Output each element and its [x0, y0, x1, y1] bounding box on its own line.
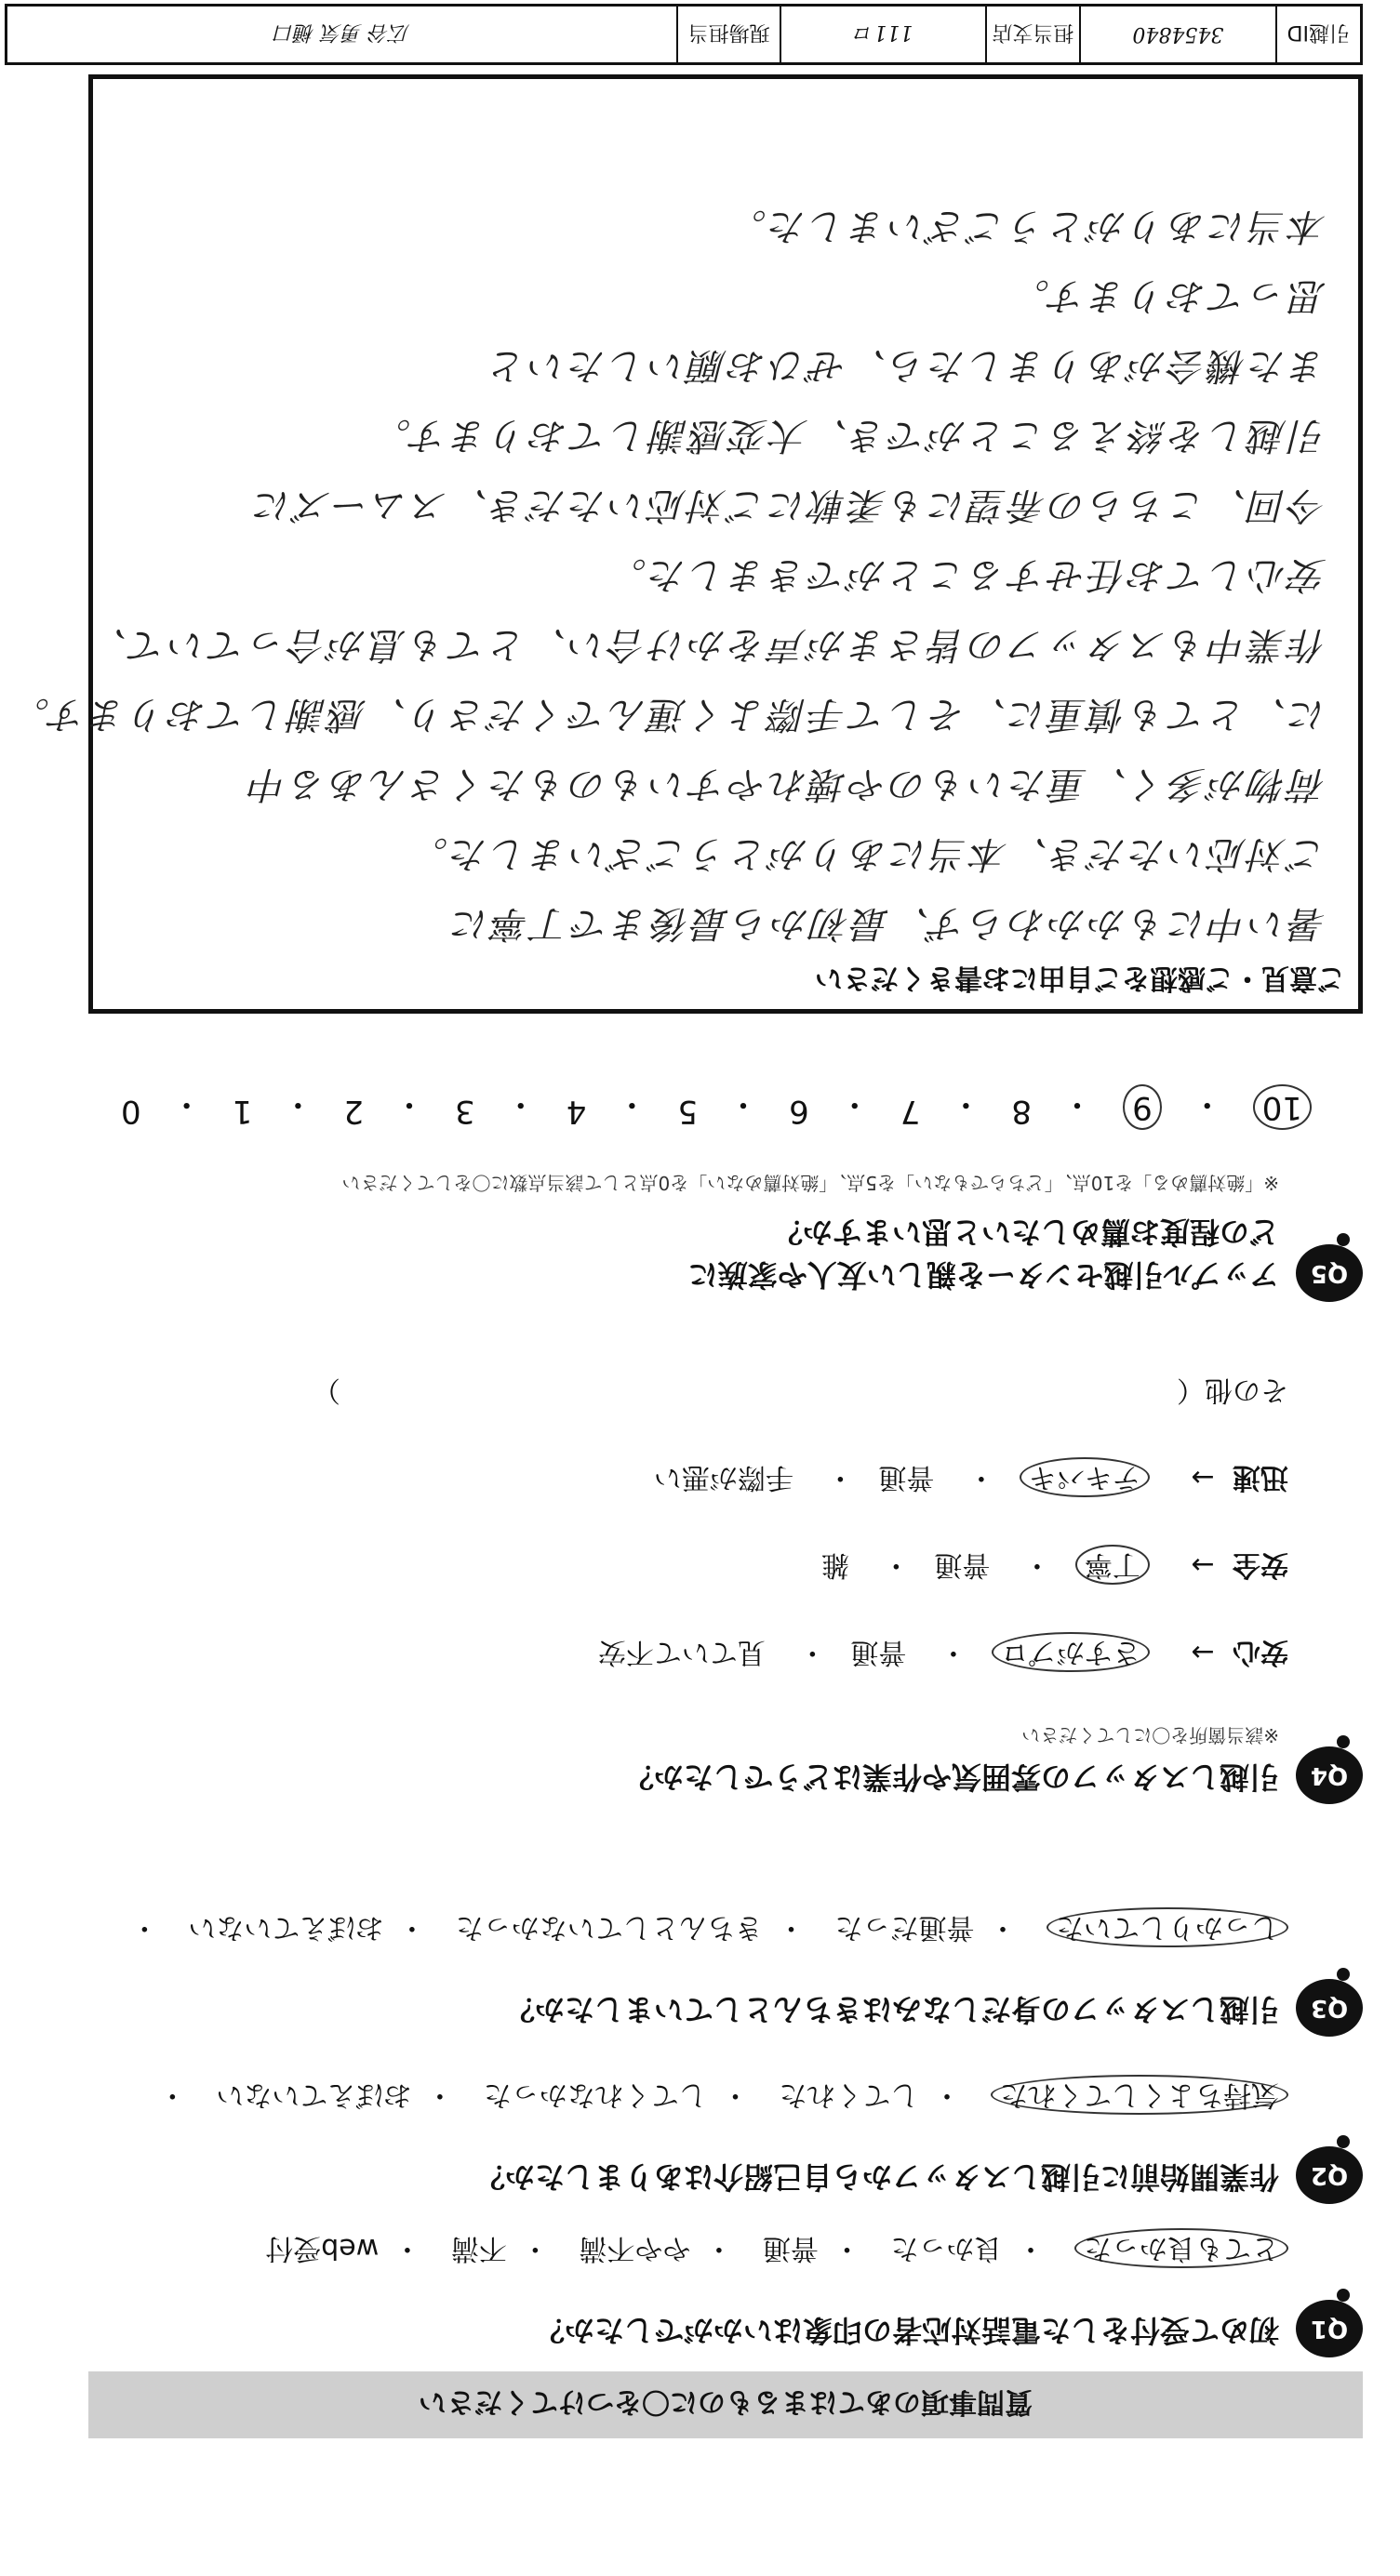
comment-line: 引越しを終えることができ、大変感謝しております。 [370, 414, 1327, 457]
question-1 [70, 2218, 1363, 2357]
q4-text: 引越しスタッフの雰囲気や作業はどうでしたか？ [623, 1759, 1279, 1795]
instruction-banner [88, 2371, 1363, 2438]
q2-text: 作業開始前に引越しスタッフから自己紹介はありましたか？ [474, 2159, 1279, 2195]
rating-7[interactable]: 7 [900, 1093, 921, 1130]
comment-line: 本当にありがとうございました。 [727, 205, 1327, 247]
q4-row-anzen: 安全 → 丁寧・ 普通・ 雑 [821, 1547, 1288, 1588]
arrow-icon: → [1191, 1548, 1215, 1581]
q5-text-line-1: アップル引越センターを親しい友人や家族に [687, 1257, 1279, 1293]
info-table [5, 4, 1363, 65]
instruction-text: 質問事項のあてはまるものに〇をつけてください [419, 2385, 1033, 2418]
q4-row-label: 安心 [1233, 1636, 1288, 1668]
q4-anzen-option-3[interactable]: 雑 [820, 1548, 849, 1581]
q4-row-label: 安全 [1233, 1548, 1288, 1581]
q5-text-line-2: どの程度お薦めしたいと思いますか？ [772, 1215, 1279, 1250]
comment-line: また機会がありましたら、ぜひお願いしたいと [487, 344, 1327, 387]
q4-anshin-option-1[interactable]: さすがプロ [992, 1632, 1150, 1672]
question-2 [70, 2055, 1363, 2204]
q3-text: 引越しスタッフの身だしなみはきちんとしていましたか？ [504, 1992, 1279, 2027]
q3-option-2[interactable]: 普通だった [834, 1911, 975, 1944]
q2-option-4[interactable]: おぼえていない [216, 2078, 412, 2111]
rating-8[interactable]: 8 [1011, 1093, 1033, 1130]
question-3 [70, 1888, 1363, 2037]
rating-scale: 10 ・ 9 ・ 8 ・ 7 ・ 6 ・ 5 ・ 4 ・ 3 ・ 2 ・ 1 ・ 0 [121, 1084, 1312, 1130]
q1-option-1[interactable]: とても良かった [1074, 2228, 1288, 2268]
comment-line: 今回、こちらの希望にも柔軟にご対応いただき、スムーズに [251, 484, 1327, 526]
q1-option-3[interactable]: 普通 [762, 2232, 819, 2264]
q4-anshin-option-2[interactable]: 普通 [850, 1636, 907, 1668]
rating-4[interactable]: 4 [566, 1093, 587, 1130]
q1-options: とても良かった・ 良かった・ 普通・ やや不満・ 不満・ web受付 [260, 2231, 1288, 2272]
q5-note: ※「絶対薦める」を10点、「どちらでもない」を5点、「絶対薦めない」を0点として該当点数に〇をしてください [341, 1172, 1279, 1194]
q1-badge: Q1 [1296, 2300, 1363, 2357]
q1-option-4[interactable]: やや不満 [579, 2232, 691, 2264]
q3-option-3[interactable]: きちんとしていなかった [455, 1911, 763, 1944]
comment-line: に、とても慎重に、そして手際よく運んでくださり、感謝しております。 [9, 693, 1327, 736]
q4-jinsoku-option-1[interactable]: テキパキ [1020, 1457, 1150, 1497]
branch-label: 担当支店 [985, 7, 1079, 62]
q2-option-1[interactable]: 気持ちよくしてくれた [991, 2075, 1288, 2115]
move-id-label: 引越ID [1275, 7, 1360, 62]
q3-options: しっかりしていた・ 普通だった・ きちんとしていなかった・ おぼえていない・ [119, 1910, 1288, 1951]
rating-3[interactable]: 3 [455, 1093, 475, 1130]
q2-option-3[interactable]: してくれなかった [483, 2078, 707, 2111]
q2-options: 気持ちよくしてくれた・ してくれた・ してくれなかった・ おぼえていない・ [147, 2078, 1288, 2118]
q4-jinsoku-option-2[interactable]: 普通 [878, 1461, 935, 1494]
staff-value: 広谷 勇気 樋口 [273, 20, 410, 45]
q4-anzen-option-1[interactable]: 丁寧 [1075, 1545, 1150, 1585]
q3-badge: Q3 [1296, 1979, 1363, 2037]
q1-option-2[interactable]: 良かった [890, 2232, 1003, 2264]
q4-anshin-option-3[interactable]: 見ていて不安 [597, 1636, 766, 1668]
q1-option-6[interactable]: web受付 [265, 2232, 380, 2264]
q3-option-4[interactable]: おぼえていない [188, 1911, 384, 1944]
rating-2[interactable]: 2 [343, 1093, 364, 1130]
rating-5[interactable]: 5 [677, 1093, 699, 1130]
q4-anzen-option-2[interactable]: 普通 [934, 1548, 991, 1581]
comment-line: 安心してお任せすることができました。 [607, 553, 1327, 596]
rating-0[interactable]: 0 [121, 1093, 141, 1130]
rating-1[interactable]: 1 [232, 1093, 253, 1130]
q2-option-2[interactable]: してくれた [779, 2078, 919, 2111]
comment-line: 暑い中にもかかわらず、最初から最後まで丁寧に [449, 902, 1327, 945]
q4-note: ※該当箇所を〇にしてください [1021, 1724, 1279, 1746]
q1-text: 初めて受付をした電話対応者の印象はいかがでしたか？ [534, 2313, 1279, 2348]
q4-row-other [313, 1373, 1288, 1414]
move-id-value: 3454840 [1079, 7, 1275, 62]
rating-6[interactable]: 6 [789, 1093, 809, 1130]
comment-box[interactable] [9, 74, 1363, 1014]
rating-9-selected[interactable]: 9 [1123, 1084, 1162, 1130]
q1-option-5[interactable]: 不満 [450, 2232, 507, 2264]
q3-option-1[interactable]: しっかりしていた [1047, 1907, 1288, 1947]
rating-10[interactable]: 10 [1253, 1084, 1312, 1130]
arrow-icon: → [1191, 1636, 1215, 1668]
q5-badge: Q5 [1296, 1244, 1363, 1302]
q4-other-close-paren: ） [312, 1374, 340, 1406]
comment-line: ご対応いただき、本当にありがとうございました。 [407, 832, 1327, 875]
q4-row-label: 迅速 [1233, 1461, 1288, 1494]
comment-title: ご意見・ご感想をご自由にお書きください [815, 962, 1345, 994]
q4-row-jinsoku: 迅速 → テキパキ・ 普通・ 手際が悪い [654, 1460, 1288, 1501]
q2-badge: Q2 [1296, 2146, 1363, 2204]
q4-jinsoku-option-3[interactable]: 手際が悪い [653, 1461, 793, 1494]
branch-value: 111ロ [780, 7, 984, 62]
comment-line: 思っております。 [1009, 274, 1327, 317]
q4-other-label: その他（ [1177, 1374, 1288, 1406]
comment-line: 作業中もスタッフの皆さまが声をかけ合い、とても息が合っていて、 [87, 623, 1327, 666]
question-5 [70, 1144, 1363, 1302]
question-4 [70, 1283, 1363, 1804]
q4-row-anshin: 安心 → さすがプロ・ 普通・ 見ていて不安 [598, 1635, 1288, 1676]
staff-label: 現場担当 [676, 7, 780, 62]
q4-badge: Q4 [1296, 1746, 1363, 1804]
comment-line: 荷物が多く、重たいものや壊れやすいものもたくさんある中 [247, 763, 1327, 805]
arrow-icon: → [1191, 1461, 1215, 1494]
